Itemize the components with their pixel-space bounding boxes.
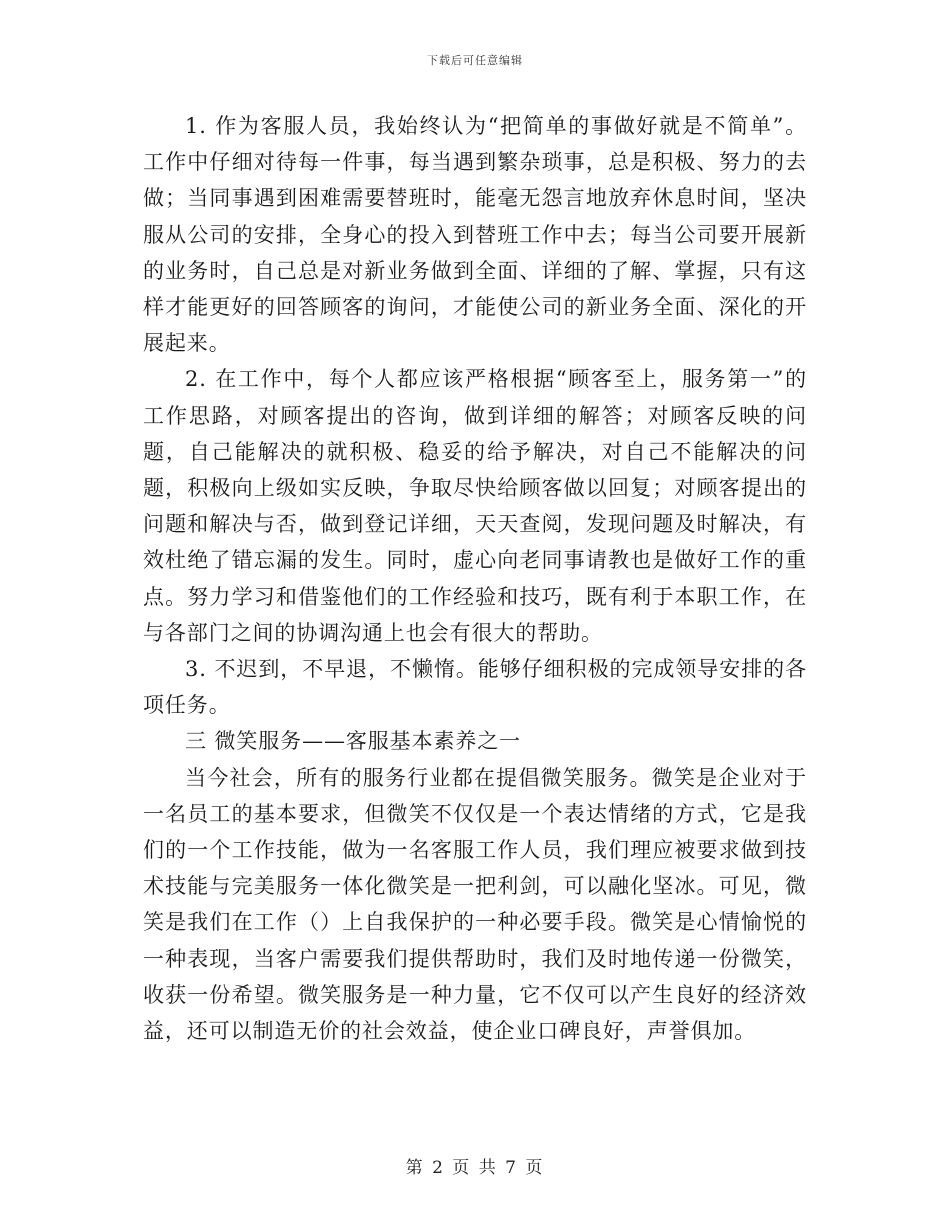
- paragraph-item-1: 1. 作为客服人员，我始终认为“把简单的事做好就是不简单”。工作中仔细对待每一件事，每当遇到繁杂琐事，总是积极、努力的去做；当同事遇到困难需要替班时，能毫无怨言地放弃休息时间，坚决服从公司的安排，全身心的投入到替班工作中去；每当公司要开展新的业务时，自己总是对新业务做到全面、详细的了解、掌握，只有这样才能更好的回答顾客的询问，才能使公司的新业务全面、深化的开展起来。: [143, 114, 807, 356]
- page-header: 下载后可任意编辑: [427, 54, 523, 67]
- page-number-footer: 第 2 页 共 7 页: [405, 1158, 545, 1178]
- section-heading: 三 微笑服务——客服基本素养之一: [185, 729, 522, 754]
- paragraph-item-2: 2. 在工作中，每个人都应该严格根据“顾客至上，服务第一”的工作思路，对顾客提出的咨询，做到详细的解答；对顾客反映的问题，自己能解决的就积极、稳妥的给予解决，对自己不能解决的问题，积极向上级如实反映，争取尽快给顾客做以回复；对顾客提出的问题和解决与否，做到登记详细，天天查阅，发现问题及时解决，有效杜绝了错忘漏的发生。同时，虚心向老同事请教也是做好工作的重点。努力学习和借鉴他们的工作经验和技巧，既有利于本职工作，在与各部门之间的协调沟通上也会有很大的帮助。: [143, 367, 807, 645]
- document-body: [143, 108, 807, 1049]
- paragraph-item-3: 3. 不迟到，不早退，不懒惰。能够仔细积极的完成领导安排的各项任务。: [143, 657, 807, 718]
- paragraph-item-4: 当今社会，所有的服务行业都在提倡微笑服务。微笑是企业对于一名员工的基本要求，但微笑不仅仅是一个表达情绪的方式，它是我们的一个工作技能，做为一名客服工作人员，我们理应被要求做到技术技能与完美服务一体化微笑是一把利剑，可以融化坚冰。可见，微笑是我们在工作（）上自我保护的一种必要手段。微笑是心情愉悦的一种表现，当客户需要我们提供帮助时，我们及时地传递一份微笑，收获一份希望。微笑服务是一种力量，它不仅可以产生良好的经济效益，还可以制造无价的社会效益，使企业口碑良好，声誉俱加。: [143, 765, 807, 1044]
